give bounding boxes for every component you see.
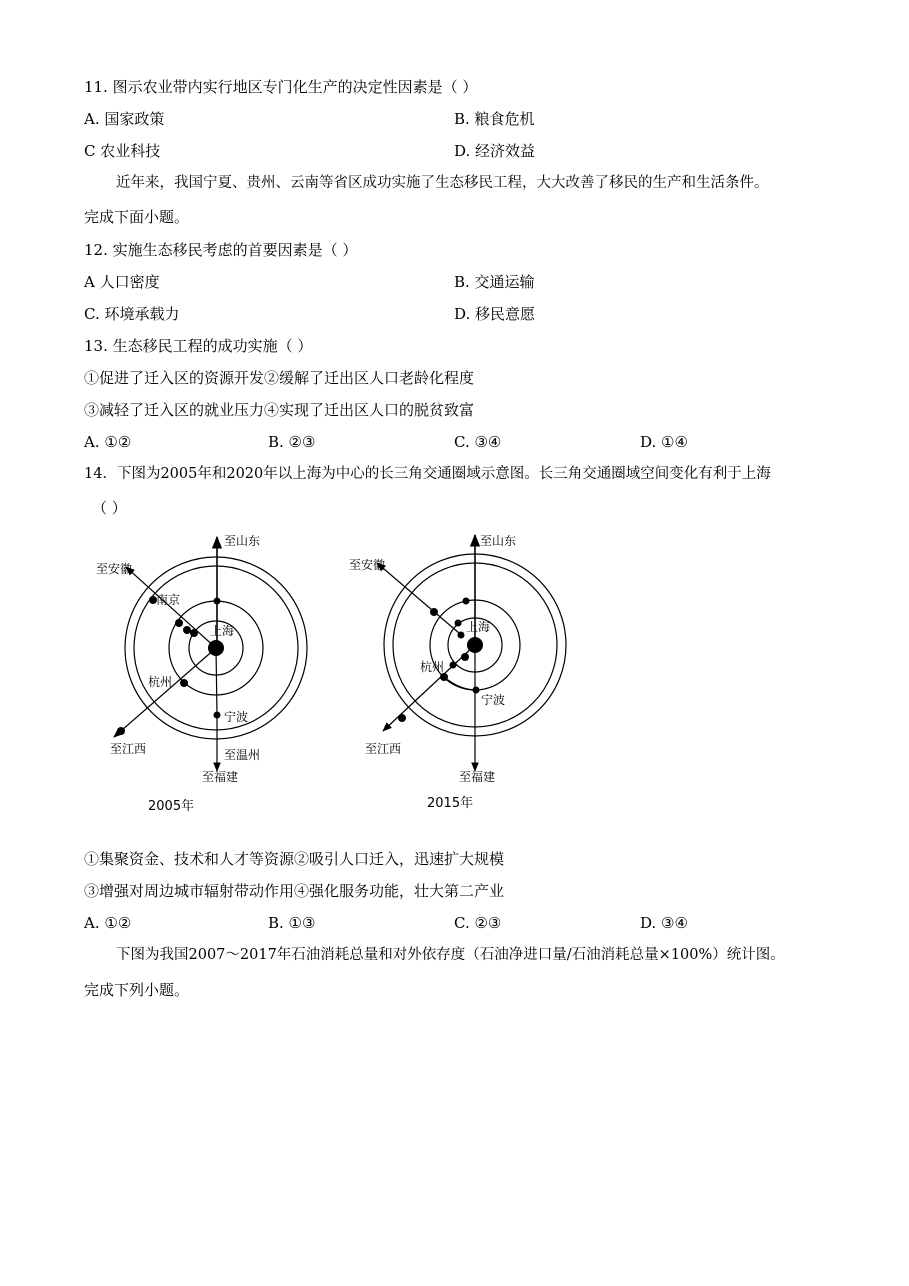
label-year-2015: 2015年	[427, 796, 474, 811]
q14-option-c: C. ②③	[454, 914, 502, 932]
q14-option-d: D. ③④	[640, 914, 688, 932]
label-to-anhui-2015: 至安徽	[349, 558, 386, 572]
q11-option-c: C 农业科技	[84, 142, 161, 160]
q14-stem-bracket: （ ）	[92, 499, 127, 517]
q13-option-a: A. ①②	[84, 433, 132, 451]
label-to-anhui-2005: 至安徽	[96, 562, 133, 576]
q11-option-d: D. 经济效益	[454, 142, 536, 160]
label-hangzhou-2005: 杭州	[148, 675, 173, 689]
label-ningbo-2015: 宁波	[481, 693, 506, 707]
label-hangzhou-2015: 杭州	[420, 660, 445, 674]
q14-option-b: B. ①③	[268, 914, 316, 932]
intro1-line2: 完成下面小题。	[84, 208, 190, 226]
q12-option-b: B. 交通运输	[454, 273, 535, 291]
q13-option-b: B. ②③	[268, 433, 316, 451]
q11-option-b: B. 粮食危机	[454, 110, 535, 128]
q11-stem: 11. 图示农业带内实行地区专门化生产的决定性因素是（ ）	[84, 78, 478, 96]
label-to-shandong-2005: 至山东	[224, 534, 261, 548]
q13-statements-1: ①促进了迁入区的资源开发②缓解了迁出区人口老龄化程度	[84, 369, 475, 387]
label-ningbo-2005: 宁波	[224, 710, 249, 724]
q13-option-c: C. ③④	[454, 433, 502, 451]
label-to-jiangxi-2015: 至江西	[365, 742, 402, 756]
traffic-circle-map-2005	[90, 525, 330, 825]
q14-statements-1: ①集聚资金、技术和人才等资源②吸引人口迁入，迅速扩大规模	[84, 850, 505, 868]
q12-stem: 12. 实施生态移民考虑的首要因素是（ ）	[84, 241, 358, 259]
q14-stem: 14．下图为2005年和2020年以上海为中心的长三角交通圈域示意图。长三角交通圈域空间变化有利于上海	[84, 466, 771, 482]
label-to-jiangxi-2005: 至江西	[110, 742, 147, 756]
intro2-line2: 完成下列小题。	[84, 981, 190, 999]
intro1-line1: 近年来，我国宁夏、贵州、云南等省区成功实施了生态移民工程，大大改善了移民的生产和生活条件。	[116, 175, 769, 191]
q13-stem: 13. 生态移民工程的成功实施（ ）	[84, 337, 313, 355]
q12-option-d: D. 移民意愿	[454, 305, 536, 323]
intro2-line1: 下图为我国2007～2017年石油消耗总量和对外依存度（石油净进口量/石油消耗总量×100%）统计图。	[116, 947, 785, 963]
label-year-2005: 2005年	[148, 799, 195, 814]
traffic-circle-map-2015	[345, 525, 595, 825]
label-shanghai-2005: 上海	[210, 624, 235, 638]
label-to-fujian-2015: 至福建	[459, 770, 496, 784]
q13-option-d: D. ①④	[640, 433, 688, 451]
label-shanghai-2015: 上海	[466, 620, 491, 634]
label-to-wenzhou-2005: 至温州	[224, 748, 261, 762]
q12-option-a: A 人口密度	[84, 273, 160, 291]
q11-option-a: A. 国家政策	[84, 110, 165, 128]
q13-statements-2: ③减轻了迁入区的就业压力④实现了迁出区人口的脱贫致富	[84, 401, 475, 419]
label-nanjing-2005: 南京	[156, 593, 181, 607]
q14-option-a: A. ①②	[84, 914, 132, 932]
q12-option-c: C. 环境承载力	[84, 305, 180, 323]
q14-statements-2: ③增强对周边城市辐射带动作用④强化服务功能，壮大第二产业	[84, 882, 505, 900]
label-to-fujian-2005: 至福建	[202, 770, 239, 784]
label-to-shandong-2015: 至山东	[480, 534, 517, 548]
